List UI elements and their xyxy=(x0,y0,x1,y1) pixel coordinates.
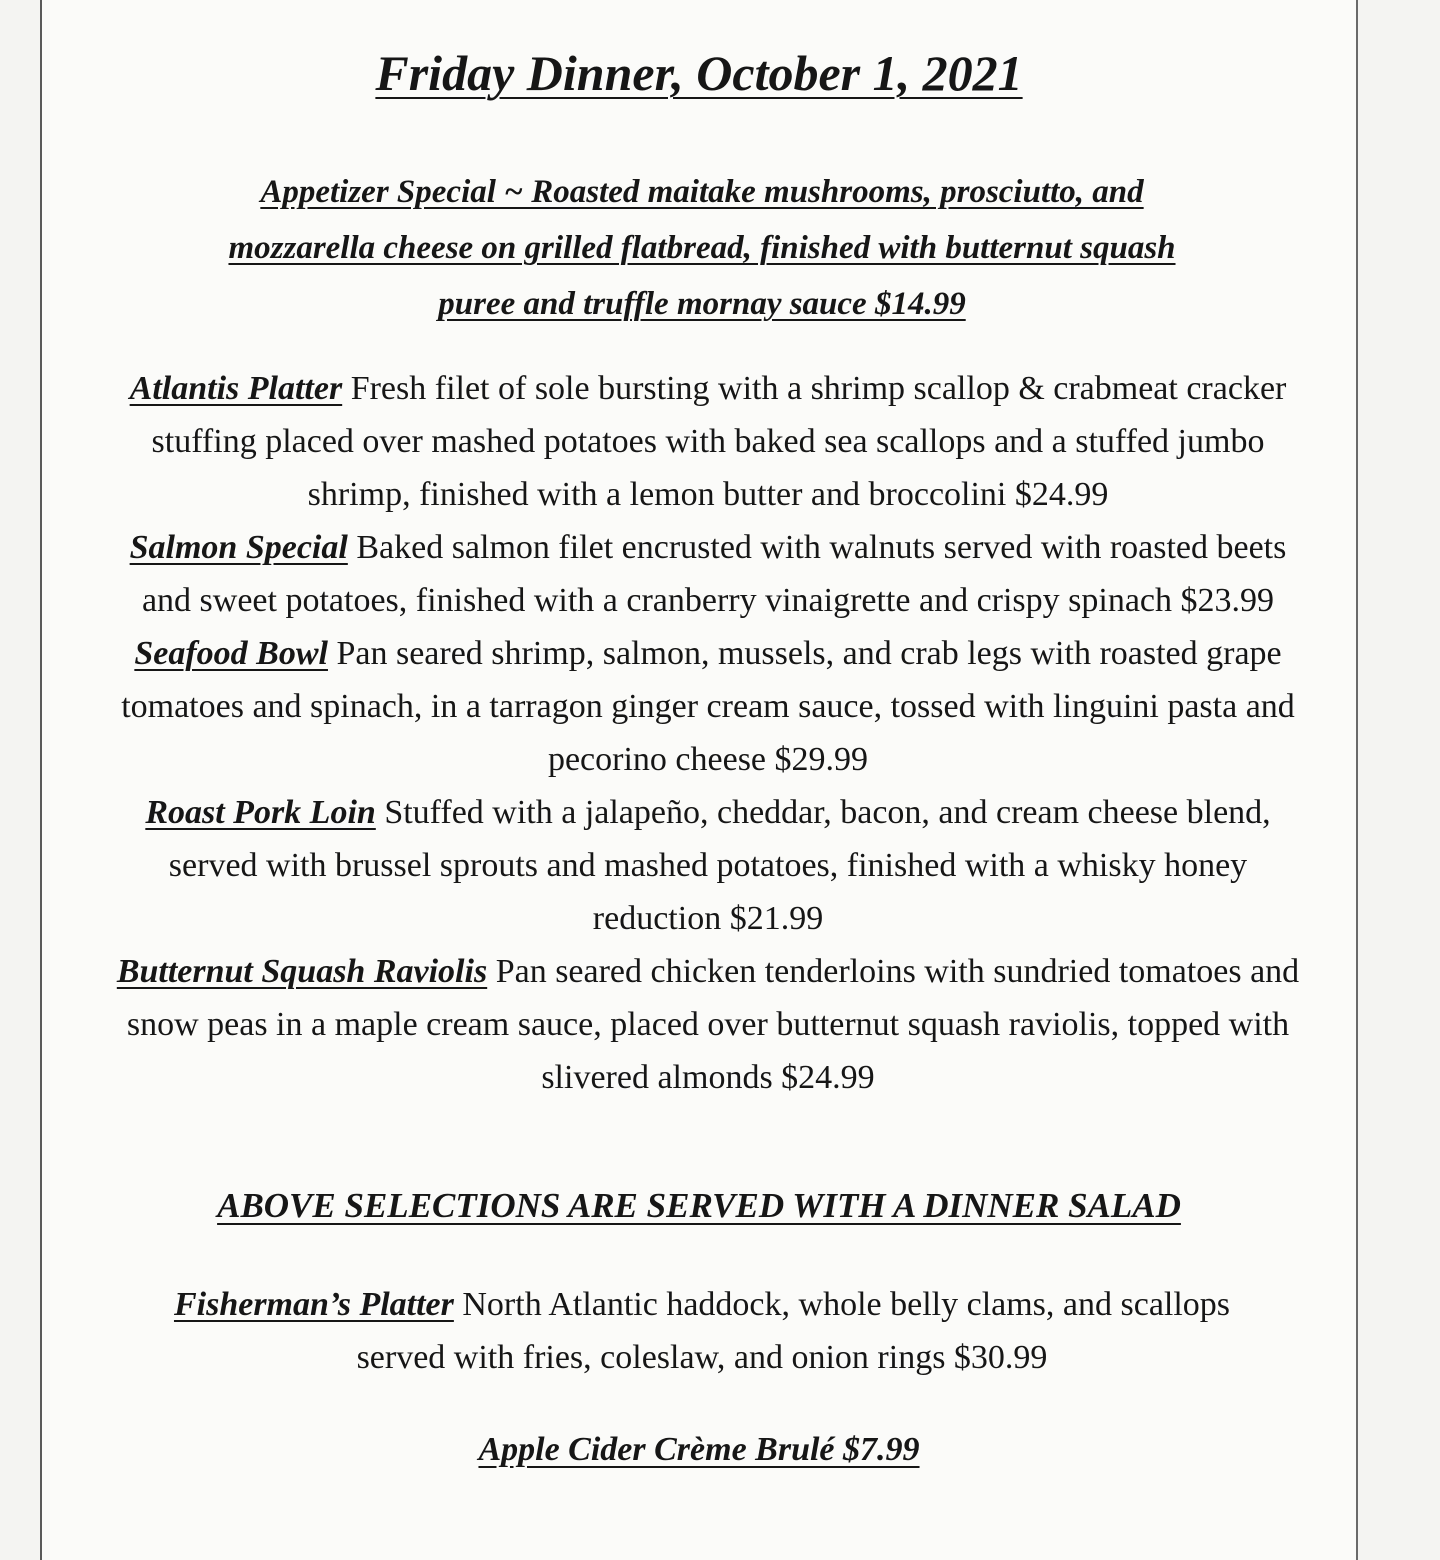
salad-notice xyxy=(42,1178,1356,1234)
entree-item-butternut-squash-raviolis xyxy=(108,945,1308,1104)
entree-name: Salmon Special xyxy=(129,529,348,566)
entree-description: Pan seared shrimp, salmon, mussels, and crab legs with roasted grape tomatoes and spinach, in a tarragon ginger cream sauce, tossed with linguini pasta and pecorino cheese $29.99 xyxy=(121,635,1295,778)
entree-description: Fresh filet of sole bursting with a shrimp scallop & crabmeat cracker stuffing placed over mashed potatoes with baked sea scallops and a stuffed jumbo shrimp, finished with a lemon butter and broccolini $24.99 xyxy=(151,370,1287,513)
entree-item-salmon-special xyxy=(108,521,1308,627)
entree-description: Pan seared chicken tenderloins with sundried tomatoes and snow peas in a maple cream sauce, placed over butternut squash raviolis, topped with slivered almonds $24.99 xyxy=(126,953,1300,1096)
salad-notice-text: ABOVE SELECTIONS ARE SERVED WITH A DINNER SALAD xyxy=(217,1186,1181,1225)
entree-list xyxy=(108,362,1308,1104)
fisherman-name: Fisherman’s Platter xyxy=(173,1286,454,1323)
entree-description: Baked salmon filet encrusted with walnuts served with roasted beets and sweet potatoes, finished with a cranberry vinaigrette and crispy spinach $23.99 xyxy=(141,529,1287,619)
appetizer-special xyxy=(192,164,1212,332)
entree-item-atlantis-platter xyxy=(108,362,1308,521)
entree-name: Butternut Squash Raviolis xyxy=(116,953,488,990)
entree-item-seafood-bowl xyxy=(108,627,1308,786)
fisherman-description: North Atlantic haddock, whole belly clams, and scallops served with fries, coleslaw, and onion rings $30.99 xyxy=(356,1286,1231,1376)
entree-item-roast-pork-loin xyxy=(108,786,1308,945)
entree-name: Roast Pork Loin xyxy=(145,794,376,831)
appetizer-text: Appetizer Special ~ Roasted maitake mushrooms, prosciutto, and mozzarella cheese on grilled flatbread, finished with butternut squash puree and truffle mornay sauce $14.99 xyxy=(228,174,1176,322)
dessert-text: Apple Cider Crème Brulé $7.99 xyxy=(478,1431,920,1468)
entree-name: Atlantis Platter xyxy=(129,370,343,407)
menu-page xyxy=(40,0,1358,1560)
fisherman-platter xyxy=(162,1278,1242,1384)
title-text: Friday Dinner, October 1, 2021 xyxy=(375,45,1023,101)
page-title xyxy=(42,42,1356,104)
entree-description: Stuffed with a jalapeño, cheddar, bacon, and cream cheese blend, served with brussel sprouts and mashed potatoes, finished with a whisky honey reduction $21.99 xyxy=(168,794,1271,937)
dessert-special xyxy=(42,1422,1356,1478)
entree-name: Seafood Bowl xyxy=(134,635,328,672)
